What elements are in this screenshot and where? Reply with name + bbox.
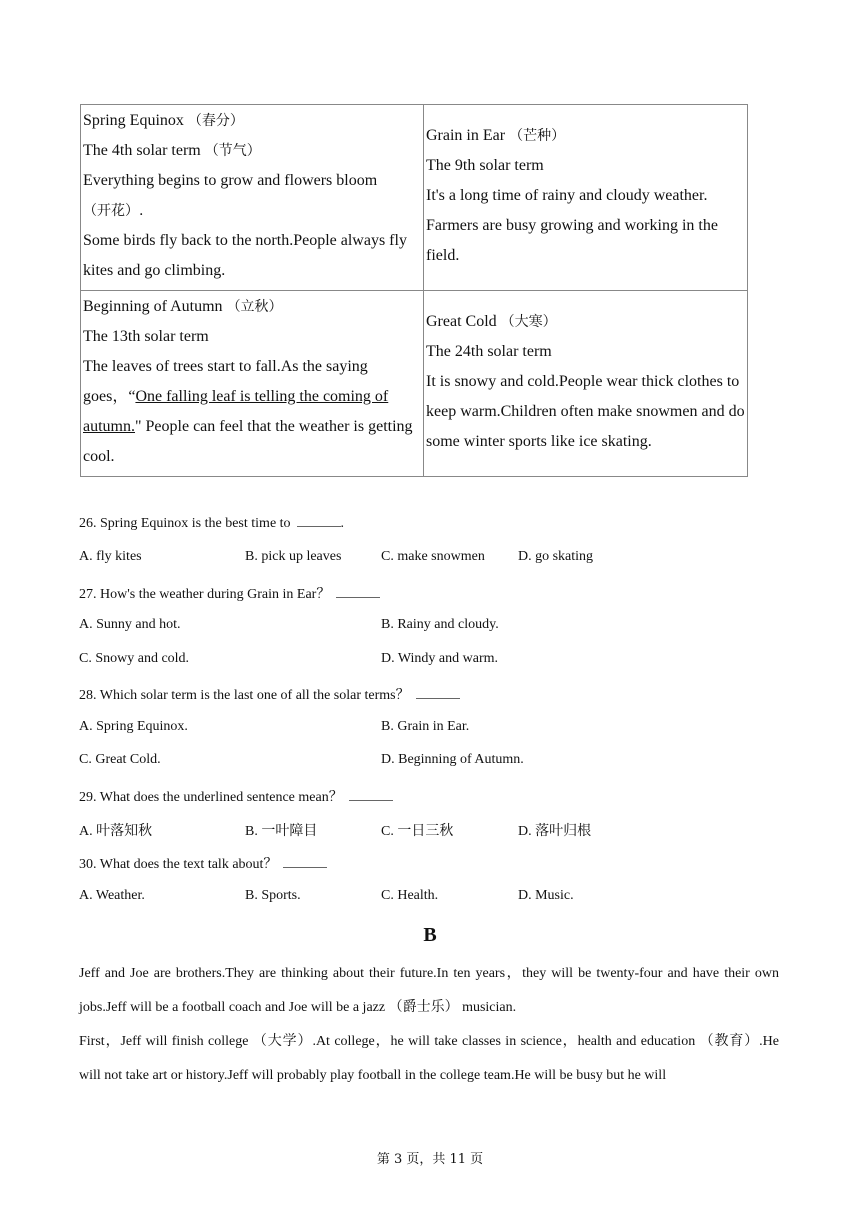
term-order: The 13th solar term <box>83 328 209 345</box>
answer-blank[interactable] <box>297 514 341 527</box>
grain-in-ear-cell <box>424 105 748 291</box>
question-27: 27. How's the weather during Grain in Ear？ <box>79 583 380 603</box>
option-c[interactable]: C. 一日三秋 <box>381 824 454 839</box>
answer-blank[interactable] <box>416 686 460 699</box>
option-a[interactable]: A. fly kites <box>79 549 142 564</box>
option-a[interactable]: A. Spring Equinox. <box>79 719 188 734</box>
section-heading: B <box>423 924 437 946</box>
option-d[interactable]: D. Windy and warm. <box>381 651 498 666</box>
term-name: Grain in Ear <box>426 127 506 144</box>
option-b[interactable]: B. 一叶障目 <box>245 824 318 839</box>
question-26: 26. Spring Equinox is the best time to . <box>79 516 345 531</box>
answer-blank[interactable] <box>349 788 393 801</box>
option-d[interactable]: D. go skating <box>518 549 594 564</box>
great-cold-cell <box>424 291 748 477</box>
option-d[interactable]: D. Beginning of Autumn. <box>381 752 524 767</box>
term-text: Everything begins to grow and flowers bloom <box>83 172 378 189</box>
option-b[interactable]: B. Sports. <box>245 888 301 903</box>
underlined-sentence: One falling leaf is telling the coming of autumn. <box>83 388 389 435</box>
page-footer: 第 3 页，共 11 页 <box>376 1152 484 1167</box>
option-b[interactable]: B. Grain in Ear. <box>381 719 470 734</box>
term-order: The 9th solar term <box>426 157 544 174</box>
term-name-cn: （芒种） <box>509 128 566 144</box>
solar-terms-table <box>80 104 748 477</box>
term-text: Some birds fly back to the north.People always fly kites and go climbing. <box>83 232 407 279</box>
option-a[interactable]: A. Sunny and hot. <box>79 617 181 632</box>
option-b[interactable]: B. Rainy and cloudy. <box>381 617 499 632</box>
term-name-cn: （大寒） <box>500 314 557 330</box>
term-text: It's a long time of rainy and cloudy weather. <box>426 187 708 204</box>
term-name-cn: （立秋） <box>226 299 283 315</box>
beginning-of-autumn-cell <box>81 291 424 477</box>
term-text: Farmers are busy growing and working in the field. <box>426 217 718 264</box>
term-name: Great Cold <box>426 313 497 330</box>
option-c[interactable]: C. make snowmen <box>381 549 485 564</box>
term-text-cn: （开花）. <box>83 203 144 219</box>
option-c[interactable]: C. Great Cold. <box>79 752 161 767</box>
passage-paragraph: First，Jeff will finish college （大学）.At college，he will take classes in science，health and education （教育）.He will not take art or history.Jeff will probably play football in the college team.He will be busy but he will <box>79 1034 779 1083</box>
term-name-cn: （春分） <box>187 113 244 129</box>
question-28: 28. Which solar term is the last one of all the solar terms？ <box>79 684 460 704</box>
option-d[interactable]: D. 落叶归根 <box>518 824 592 839</box>
spring-equinox-cell <box>81 105 424 291</box>
term-order: The 24th solar term <box>426 343 552 360</box>
answer-blank[interactable] <box>336 585 380 598</box>
term-order-cn: （节气） <box>204 143 261 159</box>
option-a[interactable]: A. Weather. <box>79 888 145 903</box>
option-b[interactable]: B. pick up leaves <box>245 549 342 564</box>
term-text: The leaves of trees start to fall.As the saying goes，“ <box>83 358 368 405</box>
term-order: The 4th solar term <box>83 142 201 159</box>
term-name: Beginning of Autumn <box>83 298 223 315</box>
term-text: It is snowy and cold.People wear thick clothes to keep warm.Children often make snowmen and do some winter sports like ice skating. <box>426 373 745 450</box>
option-d[interactable]: D. Music. <box>518 888 574 903</box>
term-name: Spring Equinox <box>83 112 184 129</box>
question-30: 30. What does the text talk about？ <box>79 853 327 873</box>
table-row <box>81 291 748 477</box>
term-text: " People can feel that the weather is getting cool. <box>83 418 413 465</box>
answer-blank[interactable] <box>283 855 327 868</box>
option-c[interactable]: C. Health. <box>381 888 439 903</box>
passage-paragraph: Jeff and Joe are brothers.They are thinking about their future.In ten years，they will be twenty-four and have their own jobs.Jeff will be a football coach and Joe will be a jazz （爵士乐） musician. <box>79 966 779 1015</box>
table-row <box>81 105 748 291</box>
option-c[interactable]: C. Snowy and cold. <box>79 651 190 666</box>
option-a[interactable]: A. 叶落知秋 <box>79 824 153 839</box>
question-29: 29. What does the underlined sentence mean？ <box>79 786 393 806</box>
